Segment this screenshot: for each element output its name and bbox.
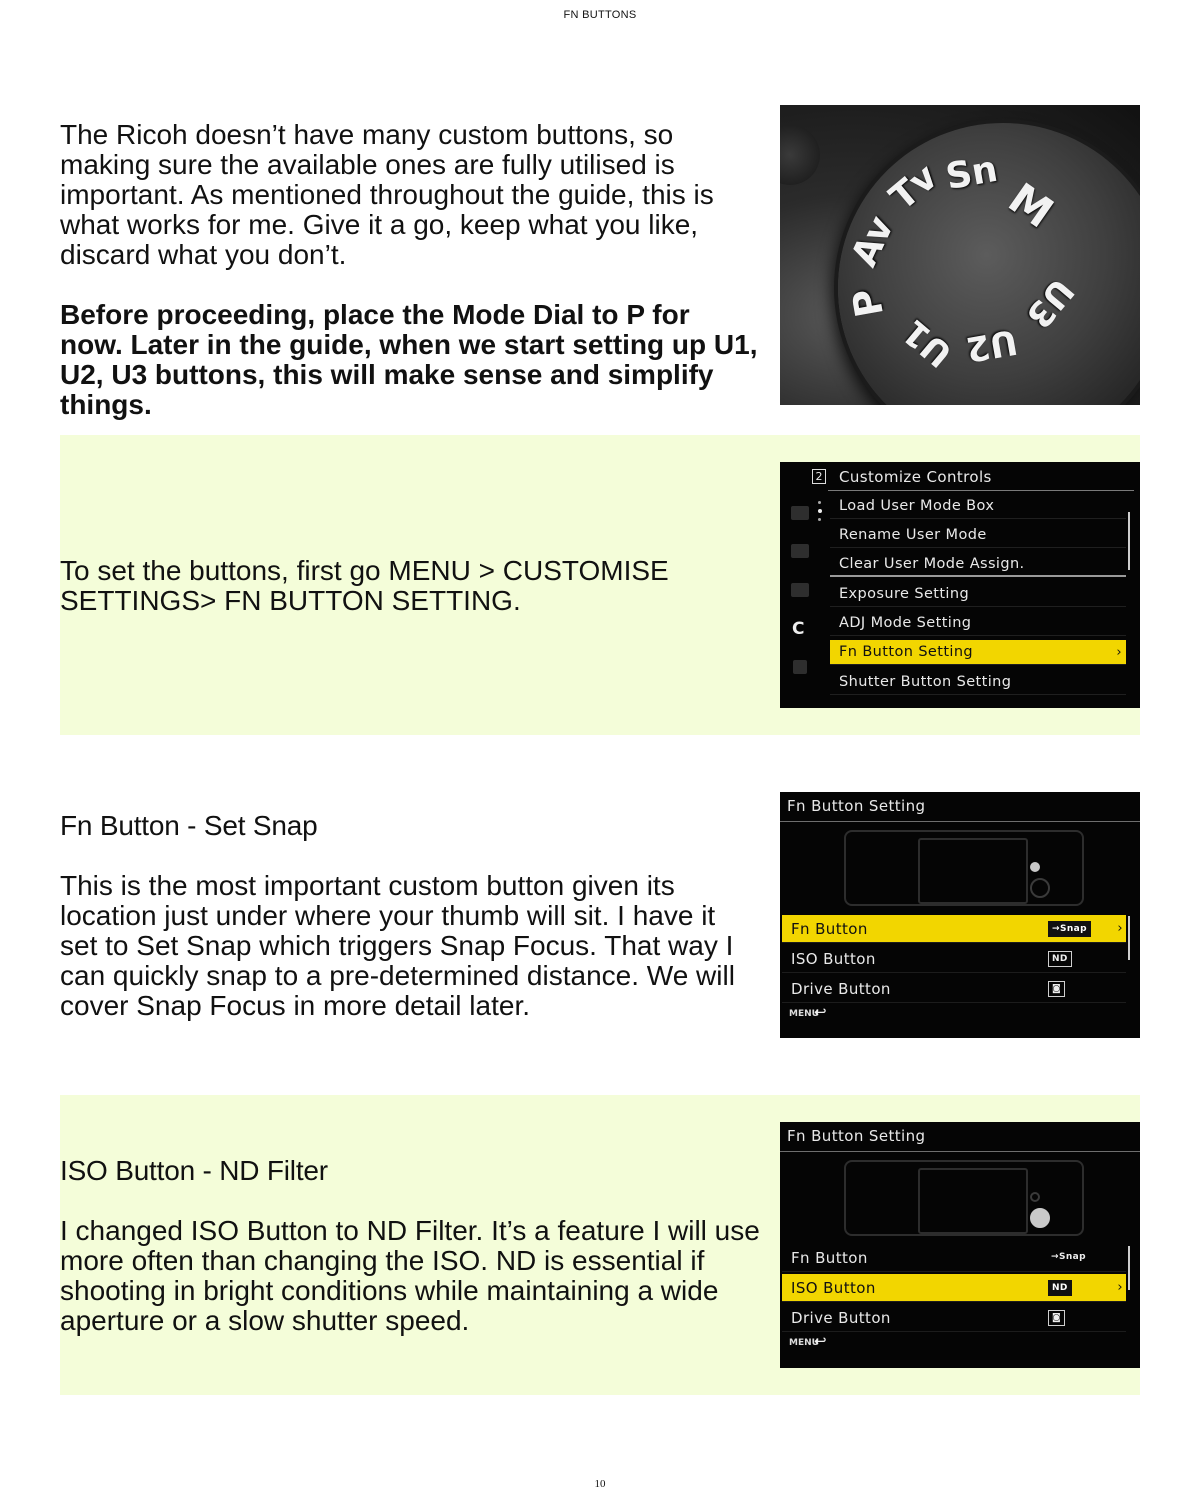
iso-section-heading: ISO Button - ND Filter: [60, 1155, 328, 1186]
scrollbar[interactable]: [1128, 916, 1130, 960]
screen-title: Fn Button Setting: [787, 1127, 926, 1145]
fn-section-heading: Fn Button - Set Snap: [60, 810, 318, 841]
wrench-tab-icon: [793, 660, 807, 674]
fn-button-setting-screen-iso: [780, 1122, 1140, 1368]
dial-label-sn: Sn: [942, 148, 1001, 199]
row-label: Drive Button: [791, 1309, 891, 1327]
page-dot: [818, 501, 821, 504]
drive-value-icon: ◙: [1048, 1310, 1065, 1326]
menu-title: Customize Controls: [839, 468, 992, 486]
camera-lcd-outline: [918, 838, 1028, 904]
screen-title: Fn Button Setting: [787, 797, 926, 815]
playback-tab-icon: [791, 583, 809, 597]
row-label: Drive Button: [791, 980, 891, 998]
title-divider: [780, 821, 1140, 822]
iso-row-iso-button[interactable]: [782, 1274, 1126, 1302]
intro-paragraph: The Ricoh doesn’t have many custom buttons, so making sure the available ones are fully utilised is important. As mentioned throughout the guide, this is what works for me. Give it a go, keep what you like, discard what you don’t.: [60, 119, 714, 270]
iso-button-indicator: [1030, 1208, 1050, 1228]
menu-item-exposure-setting[interactable]: Exposure Setting: [830, 582, 1126, 607]
iso-section-text: [60, 1156, 760, 1336]
dial-label-m: M: [999, 173, 1063, 238]
page-number: 10: [594, 1478, 606, 1490]
back-arrow-icon[interactable]: ↩: [814, 1003, 827, 1021]
chevron-right-icon: ›: [1116, 645, 1122, 660]
fn-button-indicator: [1030, 862, 1040, 872]
menu-item-adj-mode-setting[interactable]: ADJ Mode Setting: [830, 611, 1126, 636]
control-wheel: [1030, 878, 1050, 898]
dial-label-u1: U1: [895, 311, 961, 375]
fn-row-drive-button[interactable]: [782, 975, 1126, 1003]
dial-label-u3: U3: [1017, 270, 1082, 336]
menu-item-clear-user-mode-assign[interactable]: Clear User Mode Assign.: [830, 552, 1126, 577]
menu-section-text: To set the buttons, first go MENU > CUSTOMISE SETTINGS> FN BUTTON SETTING.: [60, 555, 669, 616]
dial-label-p: P: [843, 285, 893, 321]
fn-section-text: [60, 811, 760, 1021]
menu-back-label[interactable]: MENU: [789, 1338, 819, 1348]
nd-value-icon: ND: [1048, 1280, 1072, 1296]
snap-value-icon: →Snap: [1051, 1252, 1086, 1262]
intro-bold-paragraph: Before proceeding, place the Mode Dial to P for now. Later in the guide, when we start setting up U1, U2, U3 buttons, this will make sense and simplify things.: [60, 299, 758, 420]
fn-row-iso-button[interactable]: [782, 945, 1126, 973]
chevron-right-icon: ›: [1117, 1280, 1123, 1295]
mode-dial-photo: [780, 105, 1140, 405]
menu-item-label: Fn Button Setting: [839, 644, 974, 660]
dial-label-u2: U2: [962, 320, 1021, 370]
mode-dial: [838, 123, 1140, 405]
running-header: FN BUTTONS: [563, 9, 637, 21]
video-tab-icon: [791, 544, 809, 558]
row-label: ISO Button: [791, 950, 876, 968]
fn-button-setting-screen-fn: [780, 792, 1140, 1038]
dial-label-av: Av: [843, 210, 903, 273]
page-dot-active: [818, 509, 822, 513]
iso-row-fn-button[interactable]: [782, 1244, 1126, 1272]
menu-back-label[interactable]: MENU: [789, 1009, 819, 1019]
title-divider: [828, 490, 1134, 491]
row-label: Fn Button: [791, 920, 868, 938]
fn-button-indicator: [1030, 1192, 1040, 1202]
customize-controls-screen: [780, 462, 1140, 708]
page-badge: 2: [812, 469, 826, 484]
snap-value-icon: →Snap: [1048, 921, 1091, 937]
custom-tab-icon: C: [792, 619, 805, 639]
camera-knob: [780, 125, 820, 185]
fn-section-paragraph: This is the most important custom button given its location just under where your thumb will sit. I have it set to Set Snap which triggers Snap Focus. That way I can quickly snap to a pre-determined distance. We will cover Snap Focus in more detail later.: [60, 870, 735, 1021]
fn-row-fn-button[interactable]: [782, 915, 1126, 943]
row-label: ISO Button: [791, 1279, 876, 1297]
scrollbar[interactable]: [1128, 512, 1130, 570]
menu-item-load-user-mode-box[interactable]: Load User Mode Box: [830, 494, 1126, 519]
menu-item-shutter-button-setting[interactable]: Shutter Button Setting: [830, 670, 1126, 695]
nd-value-icon: ND: [1048, 951, 1072, 967]
menu-item-fn-button-setting[interactable]: [830, 640, 1126, 665]
camera-tab-icon: [791, 506, 809, 520]
chevron-right-icon: ›: [1117, 921, 1123, 936]
menu-item-rename-user-mode[interactable]: Rename User Mode: [830, 523, 1126, 548]
title-divider: [780, 1151, 1140, 1152]
drive-value-icon: ◙: [1048, 981, 1065, 997]
scrollbar[interactable]: [1128, 1246, 1130, 1290]
row-label: Fn Button: [791, 1249, 868, 1267]
dial-label-tv: Tv: [882, 156, 946, 219]
camera-lcd-outline: [918, 1168, 1028, 1234]
iso-section-paragraph: I changed ISO Button to ND Filter. It’s a feature I will use more often than changing the ISO. ND is essential if shooting in bright conditions while maintaining a wide aperture or a slow shutter speed.: [60, 1215, 760, 1336]
iso-row-drive-button[interactable]: [782, 1304, 1126, 1332]
intro-text: [60, 120, 760, 420]
page-dot: [818, 518, 821, 521]
back-arrow-icon[interactable]: ↩: [814, 1332, 827, 1350]
